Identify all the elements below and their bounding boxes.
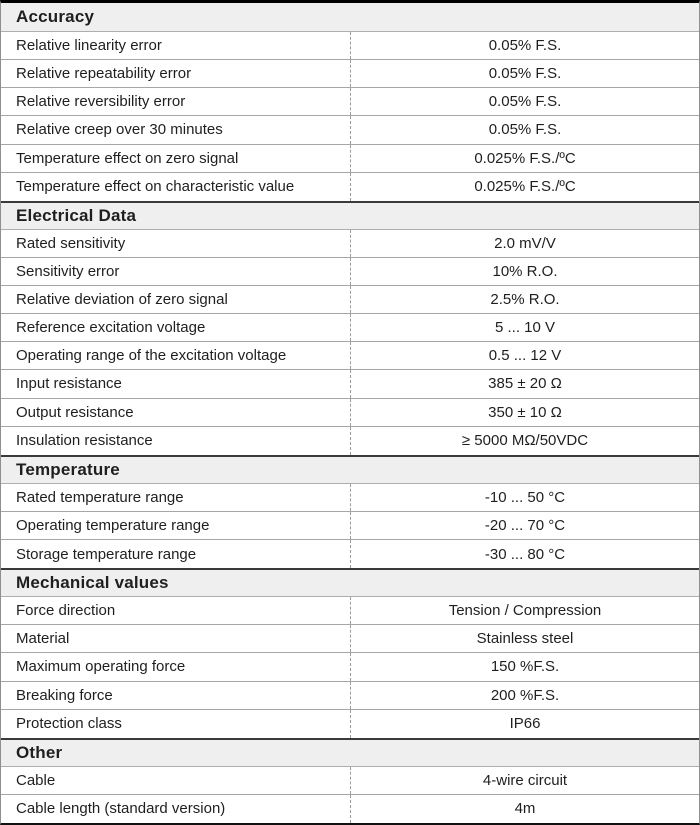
spec-section [1,738,699,823]
table-row [1,314,699,342]
section-title: Temperature [16,459,120,479]
row-value: 10% R.O. [350,258,699,285]
table-row [1,173,699,201]
row-label: Sensitivity error [16,262,120,280]
row-label: Relative repeatability error [16,65,192,83]
table-row [1,767,699,795]
section-rows [1,597,699,738]
table-row [1,370,699,398]
row-label: Force direction [16,602,116,620]
row-label: Insulation resistance [16,432,153,450]
row-value: 4m [350,795,699,823]
row-value: 0.05% F.S. [350,32,699,59]
spec-section [1,455,699,568]
section-header [1,455,699,484]
row-value: 0.025% F.S./ºC [350,145,699,172]
section-rows [1,484,699,568]
table-row [1,399,699,427]
table-row [1,286,699,314]
table-row [1,597,699,625]
table-row [1,710,699,738]
section-rows [1,767,699,823]
spec-section [1,568,699,738]
row-label: Temperature effect on zero signal [16,149,239,167]
row-value: 0.025% F.S./ºC [350,173,699,201]
table-row [1,427,699,455]
row-label: Relative deviation of zero signal [16,291,228,309]
section-title: Accuracy [16,7,95,26]
row-label: Reference excitation voltage [16,319,206,337]
table-row [1,116,699,144]
table-row [1,653,699,681]
table-row [1,342,699,370]
table-row [1,682,699,710]
row-value: -20 ... 70 °C [350,512,699,539]
table-row [1,145,699,173]
row-label: Rated temperature range [16,488,184,506]
table-row [1,625,699,653]
section-header [1,568,699,597]
table-row [1,88,699,116]
section-title: Electrical Data [16,205,137,225]
row-value: ≥ 5000 MΩ/50VDC [350,427,699,455]
table-row [1,258,699,286]
row-label: Storage temperature range [16,545,197,563]
spec-section [1,201,699,455]
row-label: Breaking force [16,686,113,704]
table-row [1,795,699,823]
row-label: Rated sensitivity [16,234,126,252]
row-label: Protection class [16,715,122,733]
row-label: Operating range of the excitation voltage [16,347,287,365]
row-value: 150 %F.S. [350,653,699,680]
row-label: Relative reversibility error [16,93,186,111]
row-value: -10 ... 50 °C [350,484,699,511]
row-value: -30 ... 80 °C [350,540,699,568]
row-value: 2.0 mV/V [350,230,699,257]
row-value: 4-wire circuit [350,767,699,794]
section-header [1,3,699,32]
row-label: Cable [16,771,56,789]
row-value: 200 %F.S. [350,682,699,709]
row-label: Input resistance [16,375,122,393]
row-label: Operating temperature range [16,516,210,534]
row-value: IP66 [350,710,699,738]
row-value: 2.5% R.O. [350,286,699,313]
table-row [1,540,699,568]
table-row [1,32,699,60]
spec-section [1,3,699,201]
row-value: Stainless steel [350,625,699,652]
row-value: 385 ± 20 Ω [350,370,699,397]
row-label: Output resistance [16,403,134,421]
row-value: 0.05% F.S. [350,60,699,87]
row-value: 5 ... 10 V [350,314,699,341]
table-row [1,512,699,540]
row-value: 0.05% F.S. [350,88,699,115]
row-label: Material [16,630,70,648]
section-rows [1,230,699,455]
row-label: Cable length (standard version) [16,800,226,818]
table-row [1,60,699,88]
row-value: 0.5 ... 12 V [350,342,699,369]
table-row [1,484,699,512]
section-header [1,201,699,230]
row-label: Relative linearity error [16,37,162,55]
row-label: Maximum operating force [16,658,186,676]
section-title: Other [16,742,63,762]
row-label: Relative creep over 30 minutes [16,121,223,139]
table-row [1,230,699,258]
section-header [1,738,699,767]
row-label: Temperature effect on characteristic value [16,178,295,196]
row-value: Tension / Compression [350,597,699,624]
row-value: 0.05% F.S. [350,116,699,143]
row-value: 350 ± 10 Ω [350,399,699,426]
section-title: Mechanical values [16,573,169,593]
section-rows [1,32,699,201]
